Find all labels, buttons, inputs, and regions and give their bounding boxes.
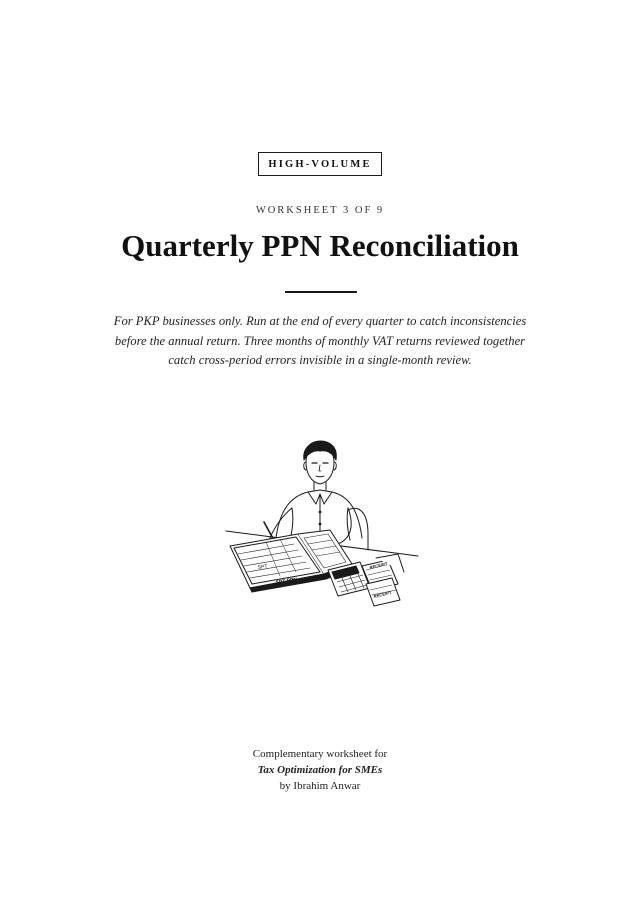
credit-intro: Complementary worksheet for bbox=[252, 748, 388, 760]
page-title: Quarterly PPN Reconciliation bbox=[121, 228, 519, 263]
book-title: Tax Optimization for SMEs bbox=[257, 764, 383, 776]
intro-line-2: before the annual return. Three months of monthly VAT returns reviewed together bbox=[114, 333, 526, 348]
worksheet-number: WORKSHEET 3 OF 9 bbox=[255, 205, 385, 216]
receipt-label-a: RECEIPT bbox=[369, 561, 388, 570]
intro-paragraph bbox=[90, 312, 550, 371]
intro-line-3: catch cross-period errors invisible in a single-month review. bbox=[168, 353, 472, 367]
accountant-at-desk-illustration bbox=[220, 438, 420, 610]
title-divider bbox=[285, 291, 357, 293]
volume-badge: HIGH-VOLUME bbox=[258, 152, 382, 176]
author-line: by Ibrahim Anwar bbox=[279, 780, 361, 792]
book-credit bbox=[0, 746, 640, 794]
intro-line-1: For PKP businesses only. Run at the end of every quarter to catch inconsistencies bbox=[113, 314, 527, 328]
ledger-tab-b: SPT PPN bbox=[275, 576, 298, 586]
hair bbox=[304, 441, 337, 460]
ledger-tab-a: SPT bbox=[257, 563, 268, 571]
receipt-label-b: RECEIPT bbox=[373, 590, 392, 599]
